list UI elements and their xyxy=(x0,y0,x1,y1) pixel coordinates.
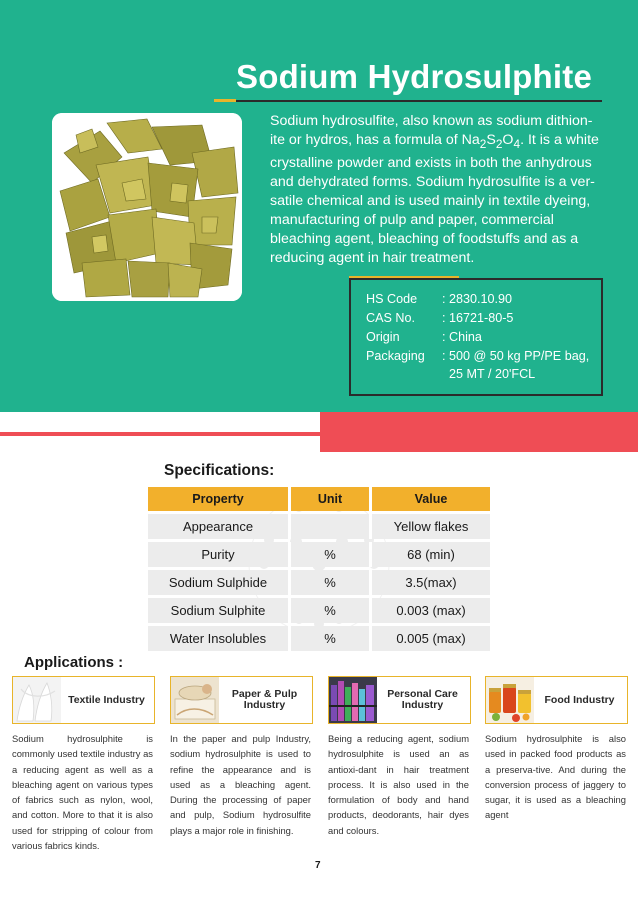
personal-care-description: Being a reducing agent, sodium hydrosulphite is used an as antioxi-dant in hair treatment process. It is also used in the formulation of body and hand products, deodorants, hair dyes and colours. xyxy=(328,733,469,836)
food-thumbnail xyxy=(486,677,534,723)
cell-value: 3.5(max) xyxy=(372,570,490,595)
card-label: Paper & Pulp Industry xyxy=(231,688,298,711)
red-accent-line xyxy=(0,432,320,436)
desc-line: Sodium hydrosulfite, also known as sodium dithion- xyxy=(270,113,593,129)
card-label: Personal Care Industry xyxy=(387,688,458,711)
desc-line: ite or hydros, has a formula of Na xyxy=(270,132,480,148)
application-card-personal-care xyxy=(328,676,471,724)
paper-thumbnail xyxy=(171,677,219,723)
cell-value: 68 (min) xyxy=(372,542,490,567)
title-rule-accent xyxy=(214,99,236,102)
textile-description: Sodium hydrosulphite is commonly used textile industry as a reducing agent as well as a bleaching agent on various types of fabrics such as nylon, wool, and cotton. More to that it is also used for stripping of colour from various fabrics kinds. xyxy=(12,733,153,852)
applications-title: Applications : xyxy=(24,654,124,671)
info-row-hs-code: HS Code : 2830.10.90 xyxy=(366,292,513,306)
specifications-title: Specifications: xyxy=(164,462,275,479)
cell-value: 0.003 (max) xyxy=(372,598,490,623)
info-row-cas-no: CAS No. : 16721-80-5 xyxy=(366,311,514,325)
header-value: Value xyxy=(372,487,490,511)
cell-unit: % xyxy=(291,626,369,651)
yellow-flakes-image xyxy=(52,113,242,301)
food-jars-icon xyxy=(486,677,534,723)
formula-subscript: 2 xyxy=(479,136,487,151)
textile-fabric-icon xyxy=(13,677,61,723)
cell-property: Purity xyxy=(148,542,288,567)
cell-property: Appearance xyxy=(148,514,288,539)
desc-line: crystalline powder and exists in both the anhydrous xyxy=(270,154,592,171)
product-description xyxy=(270,112,602,268)
cell-unit: % xyxy=(291,598,369,623)
food-description: Sodium hydrosulphite is also used in packed food products as a preserva-tive. And during the conversion process of jaggery to sugar, it is used as a bleaching agent xyxy=(485,733,626,821)
header-unit: Unit xyxy=(291,487,369,511)
paper-roll-icon xyxy=(171,677,219,723)
desc-line: bleaching agent, bleaching of foodstuffs and as a xyxy=(270,230,579,247)
info-row-packaging-cont: 25 MT / 20'FCL xyxy=(442,367,536,381)
application-card-food xyxy=(485,676,628,724)
product-photo xyxy=(52,113,242,301)
cell-property: Water Insolubles xyxy=(148,626,288,651)
title-rule xyxy=(236,100,602,102)
table-row xyxy=(148,570,490,595)
desc-line: satile chemical and is used mainly in textile dyeing, xyxy=(270,192,591,209)
formula-subscript: 2 xyxy=(495,136,503,151)
formula-subscript: 4 xyxy=(513,136,521,151)
application-card-textile xyxy=(12,676,155,724)
cell-unit xyxy=(291,514,369,539)
page-number: 7 xyxy=(315,860,321,871)
cell-value: Yellow flakes xyxy=(372,514,490,539)
info-row-packaging: Packaging : 500 @ 50 kg PP/PE bag, xyxy=(366,349,590,363)
card-label: Textile Industry xyxy=(68,693,145,706)
page-title: Sodium Hydrosulphite xyxy=(236,58,593,95)
hair-dye-bottles-icon xyxy=(329,677,377,723)
desc-line: and dehydrated forms. Sodium hydrosulfite is a ver- xyxy=(270,173,595,190)
table-row xyxy=(148,626,490,651)
table-row xyxy=(148,542,490,567)
desc-line: . It is a white xyxy=(520,132,599,148)
header-property: Property xyxy=(148,487,288,511)
cell-unit: % xyxy=(291,542,369,567)
formula-element: S xyxy=(486,132,496,148)
cell-property: Sodium Sulphite xyxy=(148,598,288,623)
red-accent-band xyxy=(320,412,638,452)
specifications-table xyxy=(148,484,490,654)
paper-description: In the paper and pulp Industry, sodium hydrosulphite is used to refine the appearance and is used as a bleaching agent. During the processing of paper and pulp, Sodium hydrosulfite plays a major role in finishing. xyxy=(170,733,311,836)
table-row xyxy=(148,598,490,623)
cell-value: 0.005 (max) xyxy=(372,626,490,651)
textile-thumbnail xyxy=(13,677,61,723)
desc-line: reducing agent in hair treatment. xyxy=(270,249,475,266)
personal-care-thumbnail xyxy=(329,677,377,723)
desc-line: manufacturing of pulp and paper, commercial xyxy=(270,211,554,228)
cell-property: Sodium Sulphide xyxy=(148,570,288,595)
application-card-paper xyxy=(170,676,313,724)
table-row xyxy=(148,514,490,539)
info-row-origin: Origin : China xyxy=(366,330,482,344)
formula-element: O xyxy=(502,132,514,148)
cell-unit: % xyxy=(291,570,369,595)
card-label: Food Industry xyxy=(544,693,615,706)
table-header-row xyxy=(148,487,490,511)
